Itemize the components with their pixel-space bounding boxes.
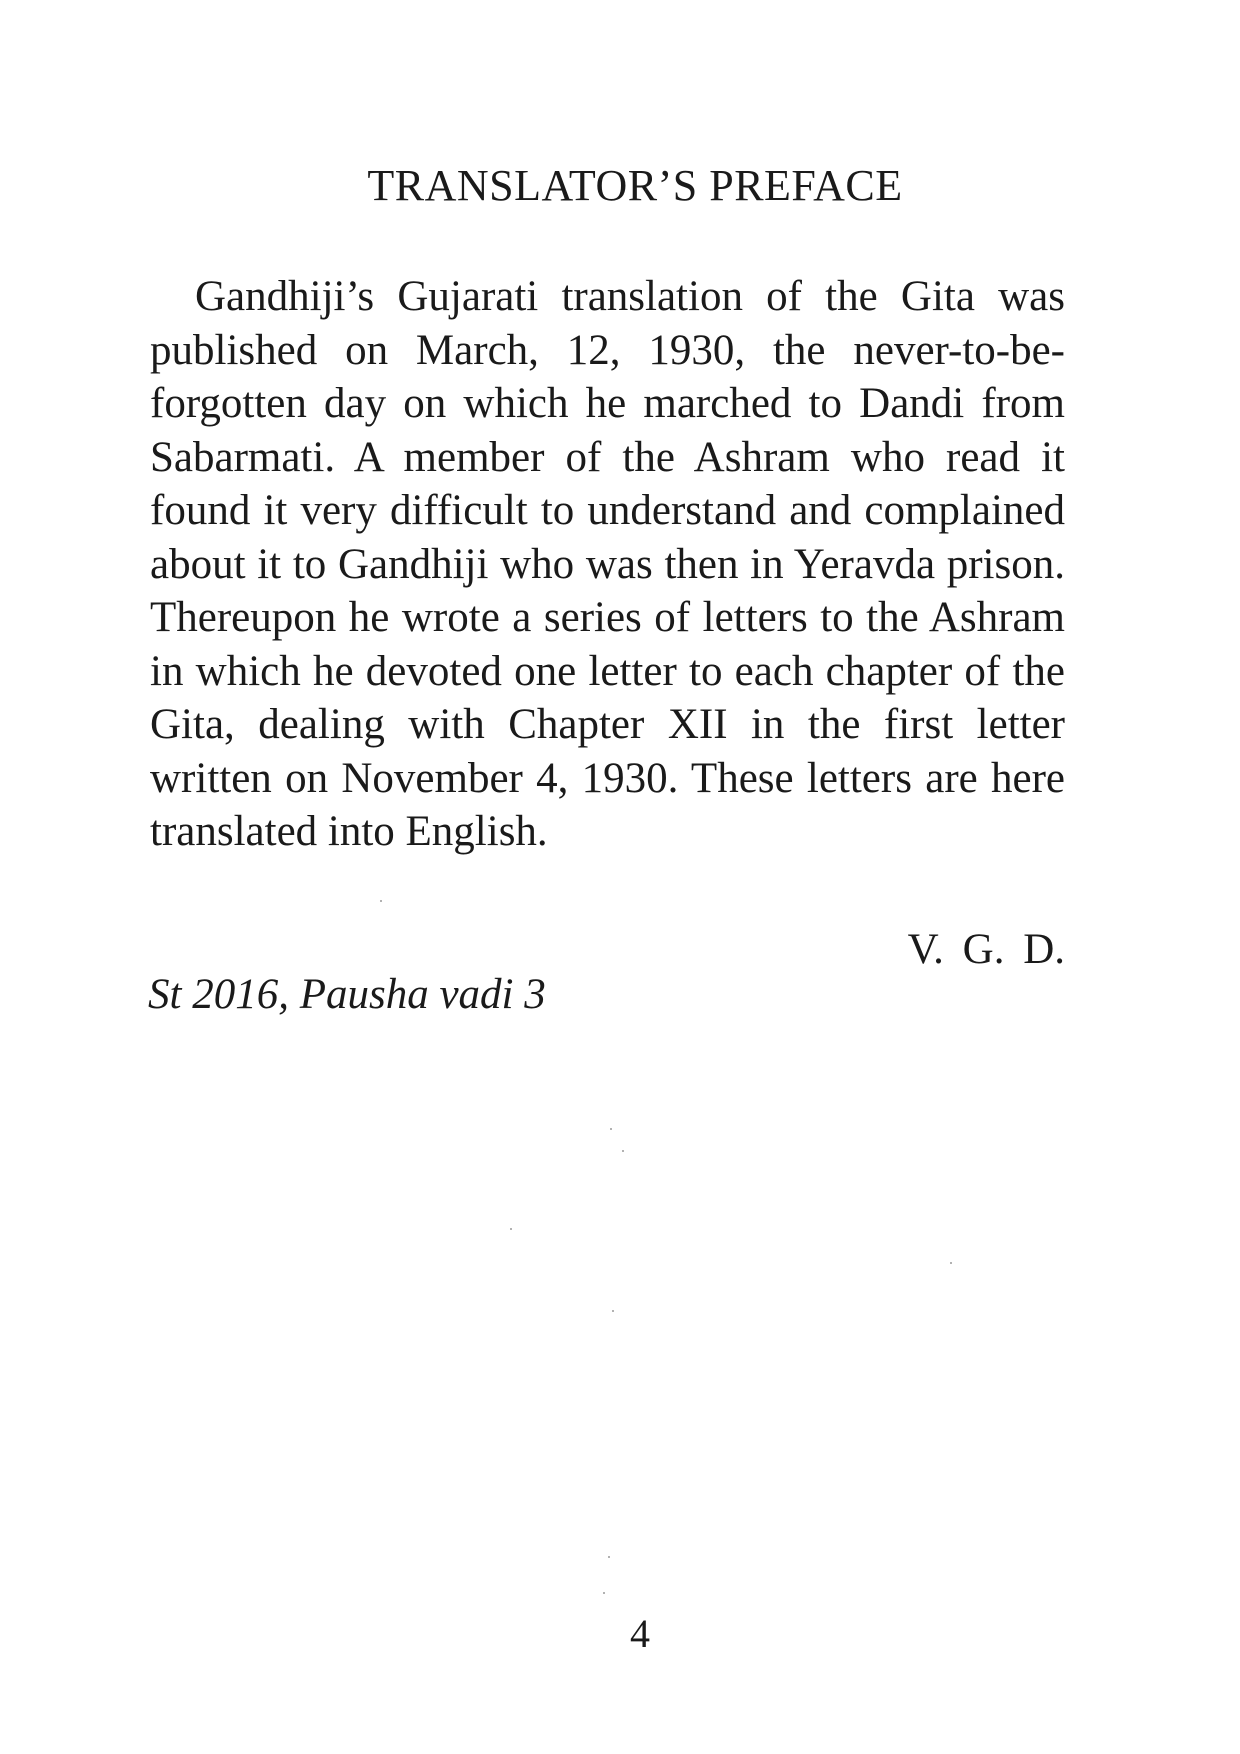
page-title: TRANSLATOR’S PREFACE bbox=[367, 161, 903, 210]
scan-speck bbox=[608, 1556, 610, 1558]
date-line: St 2016, Pausha vadi 3 bbox=[148, 971, 546, 1018]
preface-paragraph: Gandhiji’s Gujarati translation of the Gita was published on March, 12, 1930, the never-to-be-forgotten day on which he marched to Dandi from Sabarmati. A member of the Ashram who read it found it very difficult to understand and complained about it to Gandhiji who was then in Yeravda prison. Thereupon he wrote a series of letters to the Ashram in which he devoted one letter to each chapter of the Gita, dealing with Chapter XII in the first letter written on November 4, 1930. These letters are here translated into English. bbox=[150, 273, 1065, 855]
scan-speck bbox=[622, 1150, 624, 1152]
scan-speck bbox=[380, 900, 382, 902]
scan-speck bbox=[510, 1228, 512, 1230]
scan-speck bbox=[612, 1310, 614, 1312]
page-number: 4 bbox=[630, 1611, 650, 1656]
scan-speck bbox=[610, 1128, 612, 1130]
scan-speck bbox=[950, 1262, 952, 1264]
translator-signature: V. G. D. bbox=[907, 926, 1065, 973]
scan-speck bbox=[603, 1592, 605, 1594]
